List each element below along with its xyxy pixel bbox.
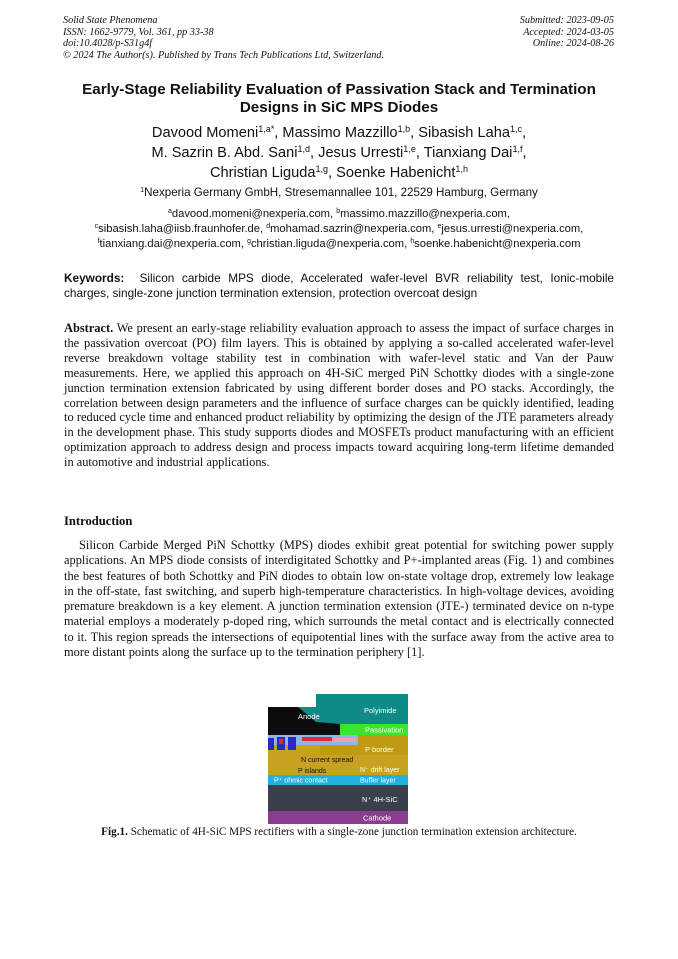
pink-field-plate	[332, 738, 356, 742]
email-line-2	[40, 222, 638, 237]
author-sup: 1,f	[512, 144, 523, 155]
abstract-label: Abstract.	[64, 321, 114, 335]
email-link[interactable]: jesus.urresti@nexperia.com,	[441, 223, 584, 235]
journal-issn: ISSN: 1662-9779, Vol. 361, pp 33-38	[63, 26, 214, 38]
title-line-2: Designs in SiC MPS Diodes	[239, 99, 439, 116]
figure-1-caption	[64, 826, 614, 838]
email-line-1	[40, 207, 638, 222]
affiliation	[40, 186, 638, 200]
p-island-1	[268, 738, 274, 750]
caption-label: Fig.1.	[101, 826, 128, 838]
accepted-date: Accepted: 2024-03-05	[523, 26, 614, 38]
submitted-date: Submitted: 2023-09-05	[519, 15, 614, 26]
title-line-1: Early-Stage Reliability Evaluation of Passivation Stack and Termination	[82, 81, 596, 98]
author-name: Davood Momeni	[151, 125, 259, 141]
online-date: Online: 2024-08-26	[532, 38, 614, 50]
email-sup: f	[97, 238, 100, 246]
author-sup: 1,h	[455, 164, 468, 175]
section-heading-introduction: Introduction	[64, 514, 133, 528]
white-corner	[268, 694, 316, 707]
email-link[interactable]: tianxiang.dai@nexperia.com,	[99, 238, 248, 250]
email-sup: a	[168, 208, 172, 216]
keywords	[64, 271, 614, 301]
author-sup: 1,g	[315, 164, 329, 175]
author-sup: 1,d	[297, 144, 311, 155]
author-name: Christian Liguda	[210, 165, 316, 181]
p-ohmic-label: P⁺ ohmic contact	[274, 777, 328, 785]
p-island-red	[279, 739, 283, 744]
n-drift-label: N⁻ drift layer	[360, 767, 400, 774]
email-link[interactable]: sibasish.laha@iisb.fraunhofer.de,	[98, 223, 267, 235]
buffer-label: Buffer layer	[360, 777, 396, 785]
email-link[interactable]: soenke.habenicht@nexperia.com	[414, 238, 581, 250]
author-line-1: Davood Momeni$^{1,a*}$, Massimo Mazzillo$^{1,b}$, Sibasish Laha$^{1,c}$,	[151, 124, 527, 141]
email-link[interactable]: mohamad.sazrin@nexperia.com,	[270, 223, 438, 235]
abstract	[64, 321, 614, 470]
author-sup: 1,a*	[258, 124, 275, 135]
affiliation-text: Nexperia Germany GmbH, Stresemannallee 101, 22529 Hamburg, Germany	[144, 186, 538, 199]
journal-name: Solid State Phenomena	[63, 15, 158, 26]
author-emails	[40, 207, 638, 252]
introduction-paragraph: Silicon Carbide Merged PiN Schottky (MPS) diodes exhibit great potential for switching power supply applications. An MPS diode consists of interdigitated Schottky and P+-implanted areas (Fig. 1) and combines the best features of both Schottky and PiN diodes to obtain low on-state voltage drop, extremely low leakage in the off-state, fast switching, and superb high-temperature characteristics. In high-voltage devices, avoiding premature breakdown is a key element. A junction termination extension (JTE-) terminated device on n-type material employs a moderately p-doped ring, which surrounds the metal contact and is electrically connected to it. This region spreads the intersections of equipotential lines with the surface away from the active area to more distant points along the surface up to the termination periphery [1].	[64, 538, 614, 660]
journal-doi: doi:10.4028/p-S31g4f	[63, 38, 153, 50]
email-sup: c	[94, 223, 99, 231]
affiliation-sup: 1	[140, 185, 145, 195]
author-sup: 1,c	[509, 124, 523, 135]
author-sup: 1,b	[397, 124, 411, 135]
author-name: Sibasish Laha	[418, 125, 510, 141]
caption-text: Schematic of 4H-SiC MPS rectifiers with a single-zone junction termination extension architecture.	[130, 826, 577, 838]
copyright-notice: © 2024 The Author(s). Published by Trans Tech Publications Ltd, Switzerland.	[63, 49, 385, 61]
email-sup: e	[437, 223, 442, 231]
email-sup: d	[266, 223, 271, 231]
email-link[interactable]: christian.liguda@nexperia.com,	[250, 238, 411, 250]
figure-1	[268, 694, 408, 824]
abstract-text: We present an early-stage reliability evaluation approach to assess the impact of surface charges in the passivation overcoat (PO) film layers. This is obtained by applying a so-called accelerated wafer-level reverse breakdown voltage stability test in combination with wafer-level static and Van der Pauw measurements. Here, we applied this approach on 4H-SiC merged PiN Schottky diodes with a single-zone junction termination extension fabricated by using different border doses and PO stacks. Accordingly, the correlation between design parameters and the influence of surface charges can be quickly identified, leading to reduced cycle time and enhanced product reliability by optimizing the design of the JTE parameters already in the development phase. This study supports diodes and MOSFETs product manufacturing with an efficient optimization approach to address design and process impacts toward acquiring long-term lifetime demanded in automotive and industrial applications.	[64, 321, 615, 470]
author-name: Tianxiang Dai	[423, 145, 513, 161]
email-link[interactable]: davood.momeni@nexperia.com,	[171, 208, 337, 220]
author-name: M. Sazrin B. Abd. Sani	[151, 145, 298, 161]
p-island-3	[288, 737, 296, 750]
author-line-2: M. Sazrin B. Abd. Sani$^{1,d}$, Jesus Urresti$^{1,e}$, Tianxiang Dai$^{1,f}$,	[151, 144, 527, 161]
dates-header	[520, 15, 614, 50]
journal-header	[63, 15, 384, 61]
keywords-text: Silicon carbide MPS diode, Accelerated wafer-level BVR reliability test, Ionic-mobile charges, single-zone junction termination extension, protection overcoat design	[64, 271, 614, 300]
paper-title	[50, 81, 628, 117]
keywords-label: Keywords:	[64, 271, 125, 285]
anode-label: Anode	[298, 712, 320, 721]
n-current-spread-label: N current spread	[301, 757, 354, 764]
author-line-3: Christian Liguda$^{1,g}$, Soenke Habenicht$^{1,h}$	[210, 164, 468, 181]
email-line-3	[40, 237, 638, 252]
passivation-label: Passivation	[365, 725, 404, 735]
mps-diode-schematic	[268, 694, 408, 824]
polyimide-label: Polyimide	[364, 706, 397, 715]
p-border-label: P border	[365, 745, 394, 754]
author-list	[50, 123, 628, 183]
author-name: Massimo Mazzillo	[282, 125, 398, 141]
email-sup: g	[247, 238, 251, 246]
author-sup: 1,e	[403, 144, 416, 155]
email-link[interactable]: massimo.mazzillo@nexperia.com,	[340, 208, 510, 220]
author-name: Soenke Habenicht	[336, 165, 456, 181]
author-name: Jesus Urresti	[318, 145, 404, 161]
cathode-label: Cathode	[363, 813, 392, 823]
email-sup: h	[410, 238, 415, 246]
p-ring	[302, 737, 332, 741]
email-sup: b	[336, 208, 341, 216]
substrate-label: N⁺ 4H-SiC	[362, 795, 398, 804]
p-islands-label: P islands	[298, 768, 327, 775]
